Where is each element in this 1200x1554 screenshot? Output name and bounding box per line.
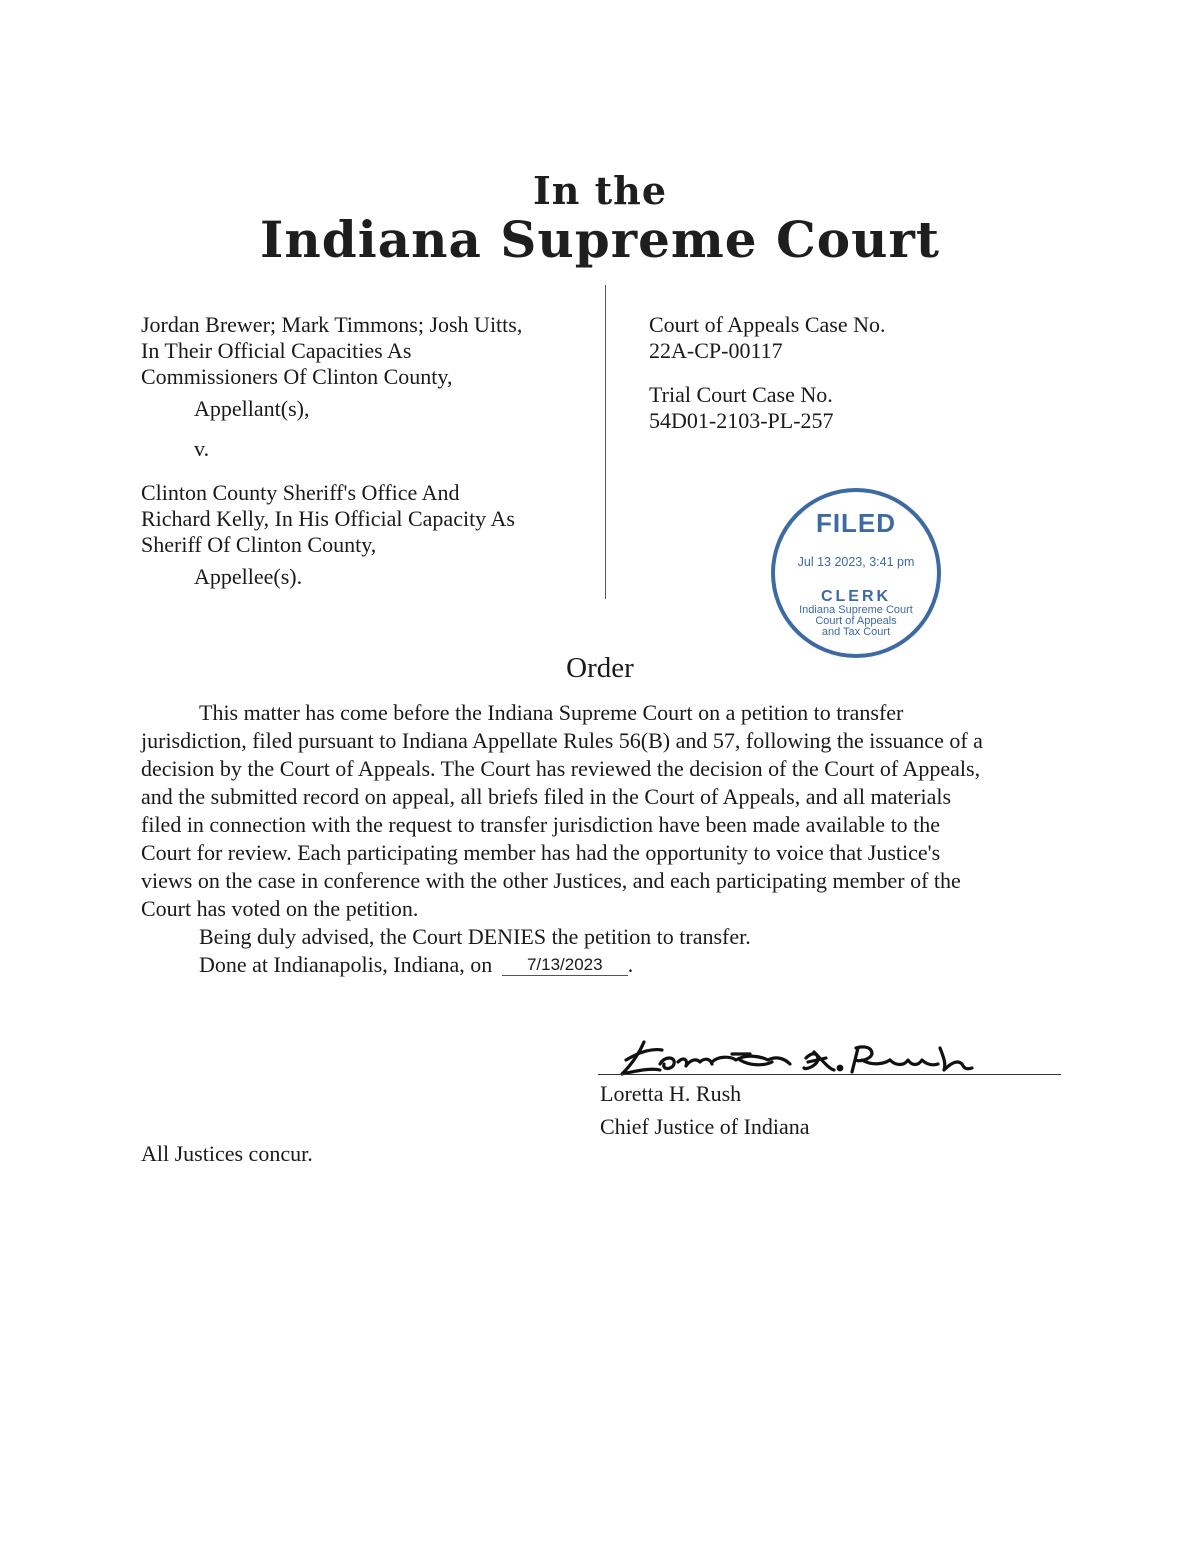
signer-name: Loretta H. Rush — [600, 1081, 742, 1106]
concurrence-note: All Justices concur. — [141, 1141, 313, 1166]
stamp-status: FILED — [815, 508, 897, 538]
order-ruling: Being duly advised, the Court DENIES the petition to transfer. — [199, 924, 751, 949]
appellant-role: Appellant(s), — [194, 396, 310, 421]
order-title: Order — [566, 652, 634, 684]
stamp-clerk: CLERK — [820, 588, 892, 605]
appellant-name-line: Jordan Brewer; Mark Timmons; Josh Uitts, — [141, 312, 523, 337]
appellee-role: Appellee(s). — [194, 564, 303, 589]
trial-case-label: Trial Court Case No. — [649, 382, 833, 407]
order-body — [141, 699, 1071, 979]
order-paragraph-line: decision by the Court of Appeals. The Court has reviewed the decision of the Court of Appeals, — [141, 756, 981, 781]
done-at-period: . — [627, 952, 634, 977]
order-paragraph-line: and the submitted record on appeal, all briefs filed in the Court of Appeals, and all materials — [141, 784, 952, 809]
appeals-case-number: 22A-CP-00117 — [649, 338, 783, 363]
order-paragraph-line: filed in connection with the request to transfer jurisdiction have been made available to the — [141, 812, 941, 837]
order-paragraph-line: Court has voted on the petition. — [141, 896, 419, 921]
stamp-court-line: and Tax Court — [821, 626, 891, 638]
order-paragraph-line: Court for review. Each participating member has had the opportunity to voice that Justice's — [141, 840, 941, 865]
stamp-court-lines — [775, 605, 937, 638]
signature-line — [598, 1074, 1061, 1075]
stamp-court-line: Court of Appeals — [815, 615, 897, 627]
order-paragraph-line: jurisdiction, filed pursuant to Indiana Appellate Rules 56(B) and 57, following the issuance of a — [141, 728, 983, 753]
filed-stamp — [771, 488, 941, 658]
appellee-name-line: Sheriff Of Clinton County, — [141, 532, 377, 557]
order-done-at-line — [141, 951, 1071, 979]
stamp-timestamp: Jul 13 2023, 3:41 pm — [797, 555, 915, 569]
trial-case-number: 54D01-2103-PL-257 — [649, 408, 834, 433]
order-paragraph-line: This matter has come before the Indiana Supreme Court on a petition to transfer — [199, 700, 904, 725]
order-paragraph-line: views on the case in conference with the other Justices, and each participating member of the — [141, 868, 961, 893]
appellee-name-line: Richard Kelly, In His Official Capacity As — [141, 506, 515, 531]
party-caption — [141, 312, 591, 590]
caption-divider — [605, 285, 606, 599]
signer-title: Chief Justice of Indiana — [600, 1114, 810, 1139]
handwritten-signature — [600, 1030, 1060, 1080]
order-date-field: 7/13/2023 — [502, 955, 628, 976]
appeals-case-label: Court of Appeals Case No. — [649, 312, 886, 337]
appellee-name-line: Clinton County Sheriff's Office And — [141, 480, 460, 505]
stamp-court-line: Indiana Supreme Court — [799, 604, 913, 616]
done-at-label: Done at Indianapolis, Indiana, on — [199, 952, 493, 977]
court-heading-line1: In the — [533, 168, 667, 213]
appellant-name-line: Commissioners Of Clinton County, — [141, 364, 453, 389]
case-numbers — [649, 312, 1049, 434]
court-heading-title: Indiana Supreme Court — [260, 210, 940, 269]
versus-label: v. — [194, 436, 210, 461]
appellant-name-line: In Their Official Capacities As — [141, 338, 412, 363]
